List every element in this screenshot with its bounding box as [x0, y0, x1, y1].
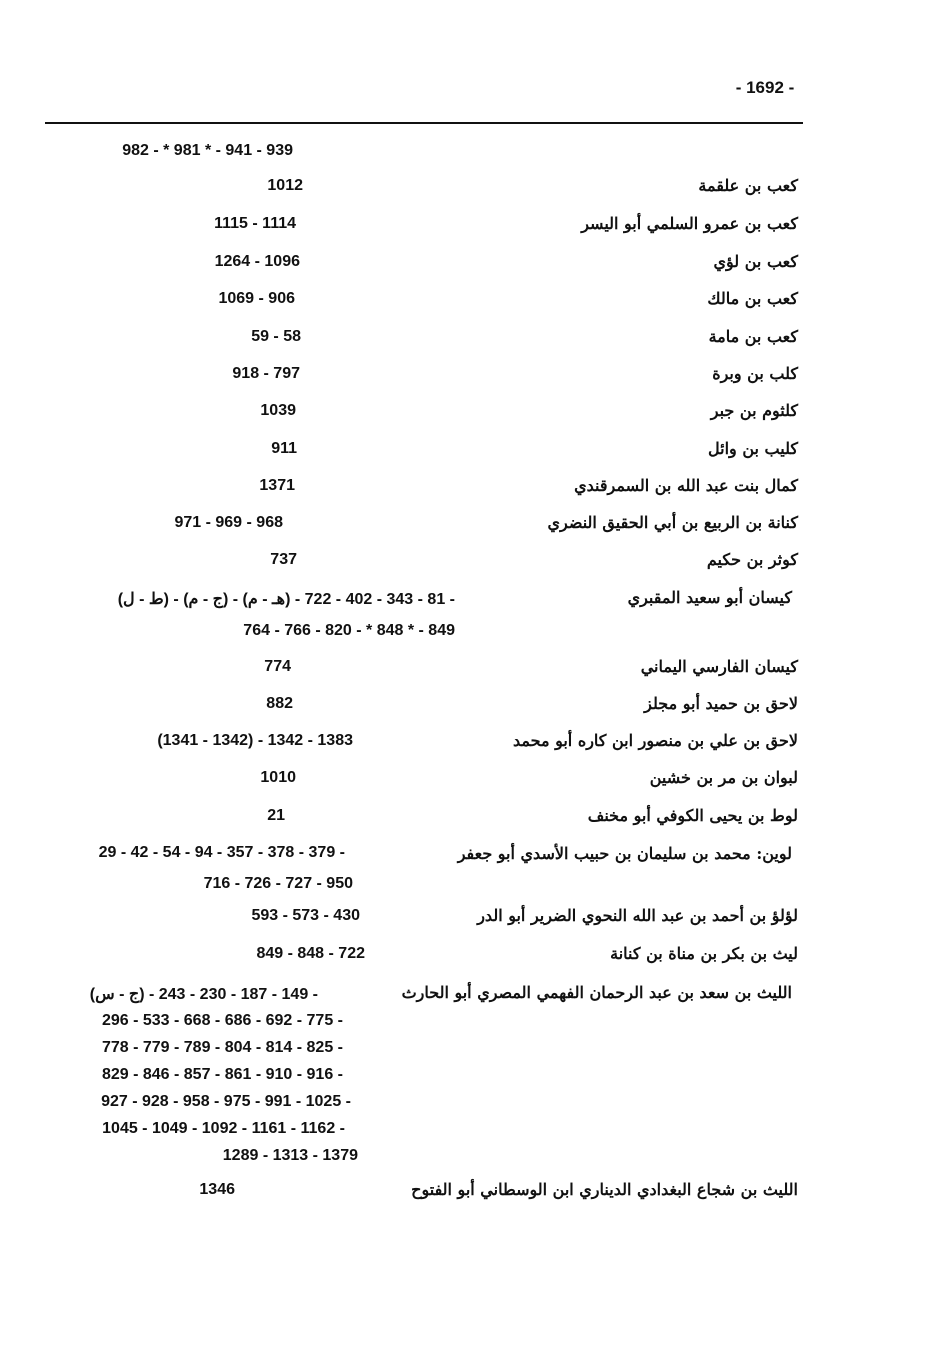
entry-name: كعب بن مالك: [707, 289, 798, 308]
entry-references: 1010: [260, 769, 296, 786]
entry-references: 21: [267, 807, 285, 824]
entry-references: 911: [271, 440, 297, 457]
header-rule: [45, 122, 803, 124]
entry-references: 1012: [267, 177, 303, 194]
entry-references-continued: 716 - 726 - 727 - 950: [203, 875, 353, 892]
entry-references-continued: 829 - 846 - 857 - 861 - 910 - 916 -: [101, 1066, 343, 1083]
entry-references: (1341 - 1342) - 1342 - 1383: [157, 732, 353, 749]
entry-name: كعب بن عمرو السلمي أبو اليسر: [581, 214, 798, 233]
entry-references-continued: 927 - 928 - 958 - 975 - 991 - 1025 -: [101, 1093, 351, 1110]
entry-references-continued: 778 - 779 - 789 - 804 - 814 - 825 -: [101, 1039, 343, 1056]
entry-name: لوط بن يحيى الكوفي أبو مخنف: [587, 806, 798, 825]
entry-references-continued: 1289 - 1313 - 1379: [222, 1147, 358, 1164]
entry-references: 1371: [259, 477, 295, 494]
entry-name: لبوان بن مر بن خشين: [649, 768, 798, 787]
page-number: - 1692 -: [735, 78, 795, 97]
entry-name: لؤلؤ بن أحمد بن عبد الله النحوي الضرير أبو الدر: [477, 906, 798, 925]
entry-references: 59 - 58: [251, 328, 301, 345]
entry-references: 29 - 42 - 54 - 94 - 357 - 378 - 379 -: [98, 844, 345, 861]
entry-name: ليث بن بكر بن مناة بن كنانة: [610, 944, 798, 963]
entry-references: 1115 - 1114: [214, 215, 296, 232]
entry-name: كلب بن وبرة: [712, 364, 798, 383]
entry-name: كعب بن علقمة: [698, 176, 798, 195]
entry-references: 593 - 573 - 430: [251, 907, 360, 924]
continuation-references: 982 - * 981 * - 941 - 939: [122, 142, 293, 159]
entry-references: 849 - 848 - 722: [256, 945, 365, 962]
entry-references: 774: [264, 658, 291, 675]
entry-references: 971 - 969 - 968: [174, 514, 283, 531]
entry-references: 1069 - 906: [218, 290, 295, 307]
entry-name: لاحق بن علي بن منصور ابن كاره أبو محمد: [512, 731, 798, 750]
entry-name: كعب بن مامة: [708, 327, 798, 346]
entry-name: كيسان الفارسي اليماني: [640, 657, 798, 676]
entry-references: (ط - ل) - (ج - م) - (هـ - م) - 81 - 343 - 402 - 722 -: [117, 591, 455, 608]
entry-references: 918 - 797: [232, 365, 300, 382]
entry-name: الليث بن شجاع البغدادي الديناري ابن الوسطاني أبو الفتوح: [411, 1180, 798, 1199]
entry-name: لاحق بن حميد أبو مجلز: [644, 694, 798, 713]
entry-references: 1346: [199, 1181, 235, 1198]
entry-name: الليث بن سعد بن عبد الرحمان الفهمي المصري أبو الحارث: [401, 983, 792, 1002]
entry-name: كمال بنت عبد الله بن السمرقندي: [574, 476, 798, 495]
entry-references: 882: [266, 695, 293, 712]
entry-references-continued: 764 - 766 - 820 - * 848 * - 849: [243, 622, 455, 639]
entry-references: 737: [270, 551, 297, 568]
entry-name: كوثر بن حكيم: [706, 550, 798, 569]
entry-name: كلثوم بن جبر: [710, 401, 798, 420]
entry-name: كعب بن لؤي: [713, 252, 798, 271]
entry-name: كيسان أبو سعيد المقبري: [627, 588, 792, 607]
entry-name: كنانة بن الربيع بن أبي الحقيق النضري: [547, 513, 798, 532]
entry-name: لوين: محمد بن سليمان بن حبيب الأسدي أبو جعفر: [457, 844, 792, 863]
entry-name: كليب بن وائل: [708, 439, 798, 458]
entry-references-continued: 1045 - 1049 - 1092 - 1161 - 1162 -: [102, 1120, 345, 1137]
entry-references: 1039: [260, 402, 296, 419]
entry-references: 1264 - 1096: [214, 253, 300, 270]
entry-references-continued: 296 - 533 - 668 - 686 - 692 - 775 -: [101, 1012, 343, 1029]
entry-references: (ج - س) - 149 - 187 - 230 - 243 -: [89, 986, 318, 1003]
